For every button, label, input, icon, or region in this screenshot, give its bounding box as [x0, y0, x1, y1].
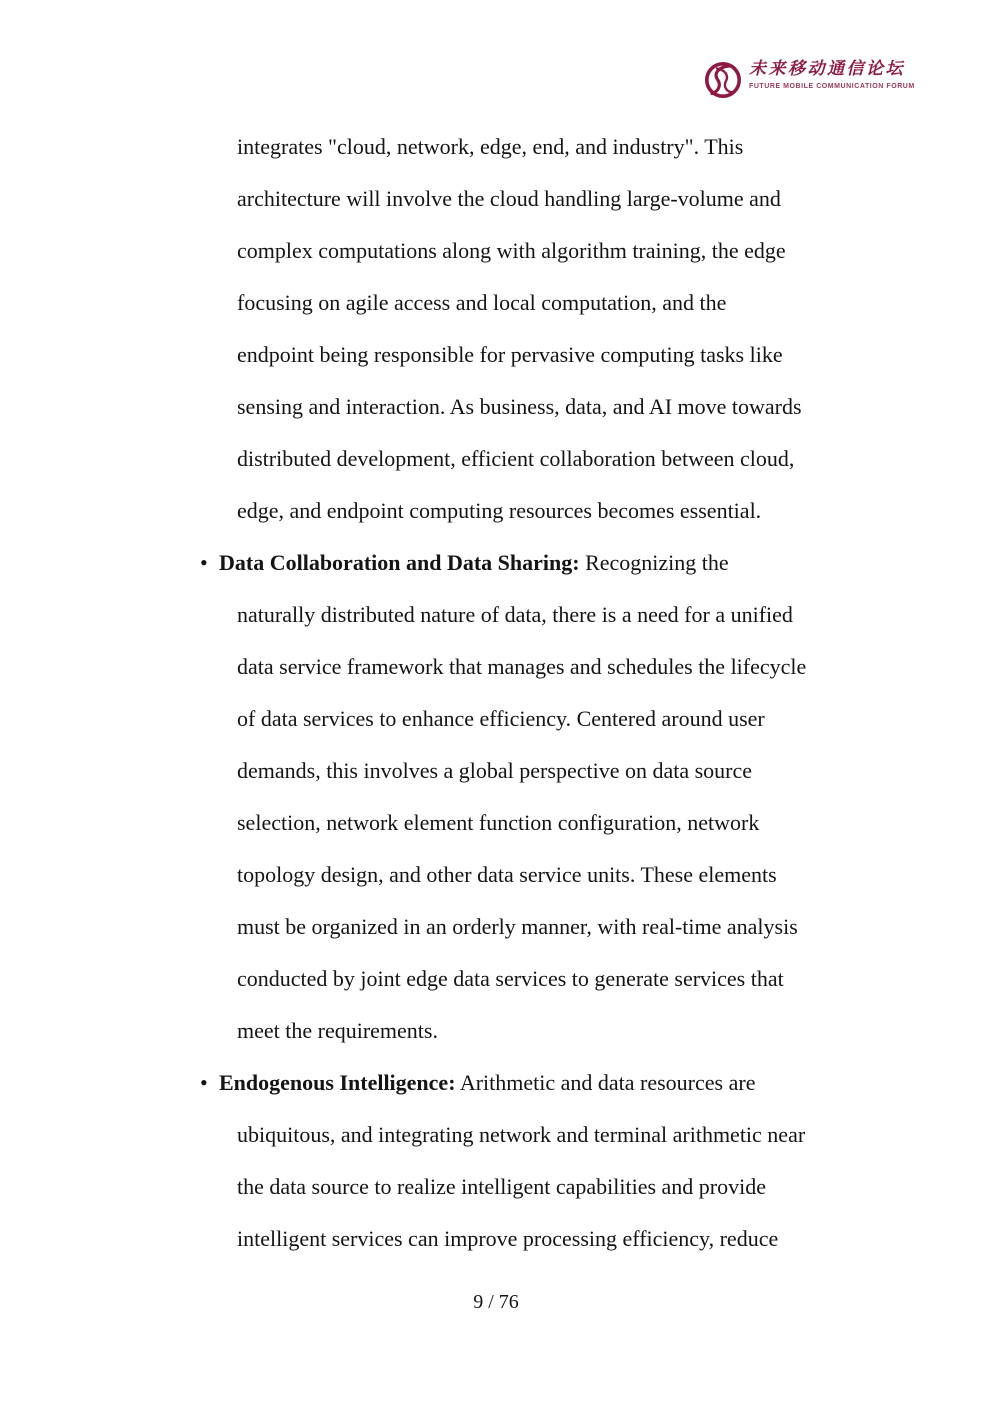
- document-body: [200, 121, 862, 1265]
- text-line: demands, this involves a global perspective on data source: [237, 758, 753, 783]
- forum-logo-icon: [704, 59, 742, 103]
- page-number: 9 / 76: [473, 1291, 519, 1313]
- forum-logo-text: [749, 57, 915, 90]
- bullet-marker: •: [200, 550, 208, 575]
- forum-logo-chinese: 未来移动通信论坛: [749, 59, 905, 79]
- bullet-marker: •: [200, 1070, 208, 1095]
- text-line: meet the requirements.: [237, 1018, 438, 1043]
- text-line: intelligent services can improve processing efficiency, reduce: [237, 1226, 779, 1251]
- text-line: architecture will involve the cloud handling large-volume and: [237, 186, 781, 211]
- text-line: complex computations along with algorithm training, the edge: [237, 238, 786, 263]
- text-line: data service framework that manages and schedules the lifecycle: [237, 654, 807, 679]
- forum-logo: [704, 57, 915, 103]
- text-line: integrates "cloud, network, edge, end, and industry". This: [237, 134, 744, 159]
- text-line: focusing on agile access and local computation, and the: [237, 290, 727, 315]
- bullet-first-line-text: Recognizing the: [579, 550, 729, 575]
- text-line: sensing and interaction. As business, data, and AI move towards: [237, 394, 802, 419]
- text-line: of data services to enhance efficiency. Centered around user: [237, 706, 765, 731]
- forum-logo-english: FUTURE MOBILE COMMUNICATION FORUM: [749, 83, 915, 90]
- text-line: endpoint being responsible for pervasive computing tasks like: [237, 342, 783, 367]
- bullet-bold-label: Data Collaboration and Data Sharing:: [219, 550, 580, 575]
- page-footer: [0, 1291, 992, 1314]
- text-line: must be organized in an orderly manner, with real-time analysis: [237, 914, 798, 939]
- text-line: distributed development, efficient collaboration between cloud,: [237, 446, 795, 471]
- bullet-bold-label: Endogenous Intelligence:: [219, 1070, 456, 1095]
- text-line: the data source to realize intelligent capabilities and provide: [237, 1174, 767, 1199]
- text-line: selection, network element function configuration, network: [237, 810, 760, 835]
- text-line: topology design, and other data service units. These elements: [237, 862, 777, 887]
- text-line: edge, and endpoint computing resources becomes essential.: [237, 498, 762, 523]
- text-line: ubiquitous, and integrating network and terminal arithmetic near: [237, 1122, 806, 1147]
- text-line: naturally distributed nature of data, there is a need for a unified: [237, 602, 793, 627]
- bullet-item-data-collaboration: [200, 537, 862, 589]
- bullet-item-endogenous-intelligence: [200, 1057, 862, 1109]
- text-line: conducted by joint edge data services to generate services that: [237, 966, 784, 991]
- bullet-first-line-text: Arithmetic and data resources are: [455, 1070, 756, 1095]
